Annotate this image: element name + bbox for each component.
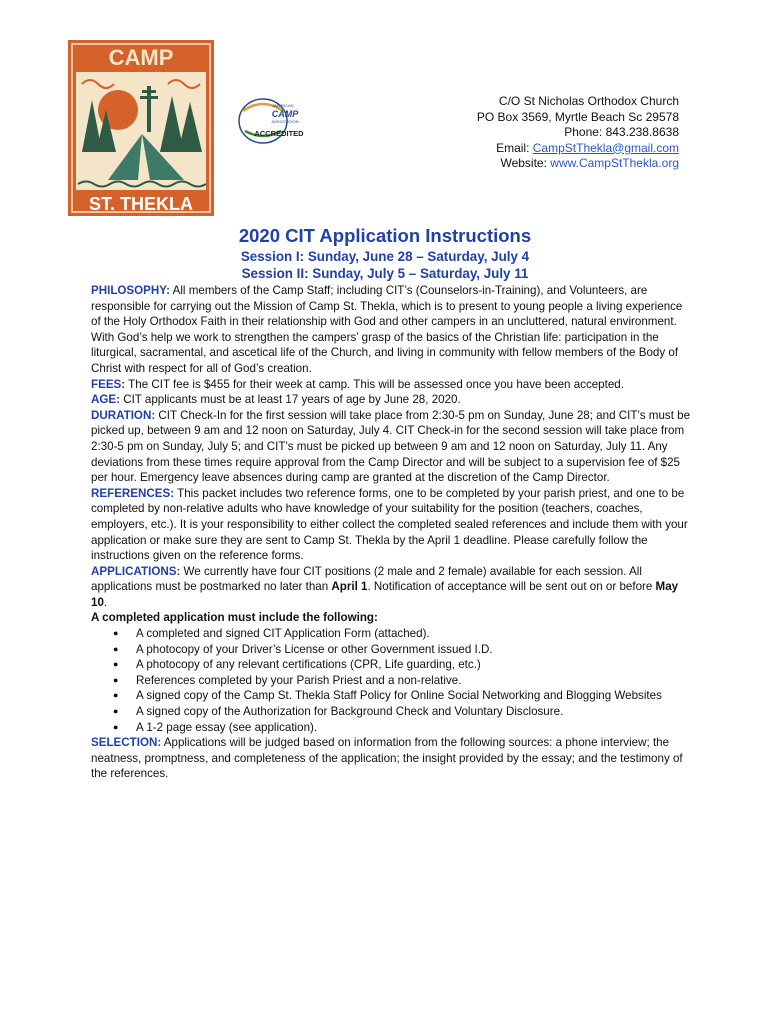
duration-paragraph <box>91 408 691 486</box>
list-item: ● A signed copy of the Authorization for Background Check and Voluntary Disclosure. <box>91 704 691 720</box>
list-item: ● A photocopy of your Driver’s License or other Government issued I.D. <box>91 642 691 658</box>
svg-text:AMERICAN: AMERICAN <box>272 103 294 108</box>
requirements-list <box>91 626 691 735</box>
fees-paragraph <box>91 377 691 393</box>
fees-label: FEES: <box>91 377 126 391</box>
address-line2: PO Box 3569, Myrtle Beach Sc 29578 <box>476 109 679 124</box>
selection-label: SELECTION: <box>91 736 162 750</box>
applications-date2: May 10 <box>91 580 679 609</box>
email-label: Email: <box>496 140 533 155</box>
aca-accredited-badge <box>233 95 325 147</box>
address-phone: Phone: 843.238.8638 <box>564 125 679 139</box>
address-website-row <box>477 156 679 172</box>
page-title: 2020 CIT Application Instructions <box>238 225 532 246</box>
contact-address <box>477 94 679 172</box>
philosophy-text: All members of the Camp Staff; including CIT’s (Counselors-in-Training), and Volunteers, are responsible for carrying out the Mission of Camp St. Thekla, which is to present to young people a living experience of the Holy Orthodox Faith in their relationship with God and other campers in an uncluttered, natural environment. With God’s help we work to strengthen the campers’ grasp of the basics of the Christian life: participation in the liturgical, sacramental, and ascetical life of the Church, and living in community with fellow members of the Body of Christ with respect for all of God’s creation. <box>91 284 683 375</box>
age-label: AGE: <box>91 393 120 407</box>
philosophy-label: PHILOSOPHY: <box>91 284 171 297</box>
svg-text:ST. THEKLA: ST. THEKLA <box>88 194 194 214</box>
references-paragraph <box>91 486 691 564</box>
address-line1: C/O St Nicholas Orthodox Church <box>498 94 679 108</box>
list-item: ● References completed by your Parish Priest and a non-relative. <box>91 673 691 689</box>
references-label: REFERENCES: <box>91 486 175 500</box>
applications-date1: April 1 <box>331 580 368 594</box>
duration-label: DURATION: <box>91 408 156 422</box>
applications-text3: . <box>103 595 108 609</box>
list-item: ● A 1-2 page essay (see application). <box>91 720 691 736</box>
svg-text:CAMP: CAMP <box>108 45 174 70</box>
fees-text: The CIT fee is $455 for their week at camp. This will be assessed once you have been accepted. <box>125 377 624 391</box>
session-2-dates: Session II: Sunday, July 5 – Saturday, July 11 <box>241 266 529 281</box>
selection-text: Applications will be judged based on information from the following sources: a phone interview; the neatness, promptness, and completeness of the application; the insight provided by the essay; and the testimony of the references. <box>91 736 683 781</box>
list-item: ● A completed and signed CIT Application Form (attached). <box>91 626 691 642</box>
requirements-heading: A completed application must include the following: <box>91 611 378 625</box>
applications-text2: . Notification of acceptance will be sent out on or before <box>367 580 656 594</box>
svg-text:ASSOCIATION: ASSOCIATION <box>271 119 299 124</box>
svg-text:CAMP: CAMP <box>271 109 299 119</box>
references-text: This packet includes two reference forms, one to be completed by your parish priest, and one to be completed by non-relative adults who have knowledge of your suitability for the position (teachers, coaches, employers, etc.). It is your responsibility to either collect the completed sealed references and include them with your application or make sure they are sent to Camp St. Thekla by the April 1 deadline. Please carefully follow the instructions given on the reference forms. <box>91 486 688 563</box>
age-paragraph <box>91 392 691 408</box>
applications-text1: We currently have four CIT positions (2 male and 2 female) available for each session. All applications must be postmarked no later than <box>91 564 642 594</box>
website-link[interactable]: www.CampStThekla.org <box>550 156 679 170</box>
applications-label: APPLICATIONS: <box>91 564 181 578</box>
website-label: Website: <box>500 156 551 170</box>
svg-text:ACCREDITED: ACCREDITED <box>254 129 304 138</box>
selection-paragraph <box>91 735 691 782</box>
session-1-dates: Session I: Sunday, June 28 – Saturday, July 4 <box>240 249 530 264</box>
list-item: ● A photocopy of any relevant certifications (CPR, Life guarding, etc.) <box>91 657 691 673</box>
duration-text: CIT Check-In for the first session will take place from 2:30-5 pm on Sunday, June 28; and CIT’s must be picked up, between 9 am and 12 noon on Saturday, July 4. CIT Check-in for the second session will take place from 2:30-5 pm on Sunday, July 5; and CIT’s must be picked up between 9 am and 12 noon on Saturday, July 11. Any deviations from these times require approval from the Camp Director and will be subject to a supervision fee of $25 per hour. Emergency leave absences during camp are granted at the discretion of the Camp Director. <box>91 408 691 485</box>
email-link[interactable]: CampStThekla@gmail.com <box>532 140 679 155</box>
address-email-row <box>477 141 679 157</box>
age-text: CIT applicants must be at least 17 years of age by June 28, 2020. <box>119 393 461 407</box>
instructions-body <box>91 283 691 782</box>
camp-st-thekla-logo <box>68 40 214 216</box>
philosophy-paragraph <box>91 283 691 377</box>
list-item: ● A signed copy of the Camp St. Thekla Staff Policy for Online Social Networking and Blogging Websites <box>91 688 691 704</box>
applications-paragraph <box>91 564 691 611</box>
